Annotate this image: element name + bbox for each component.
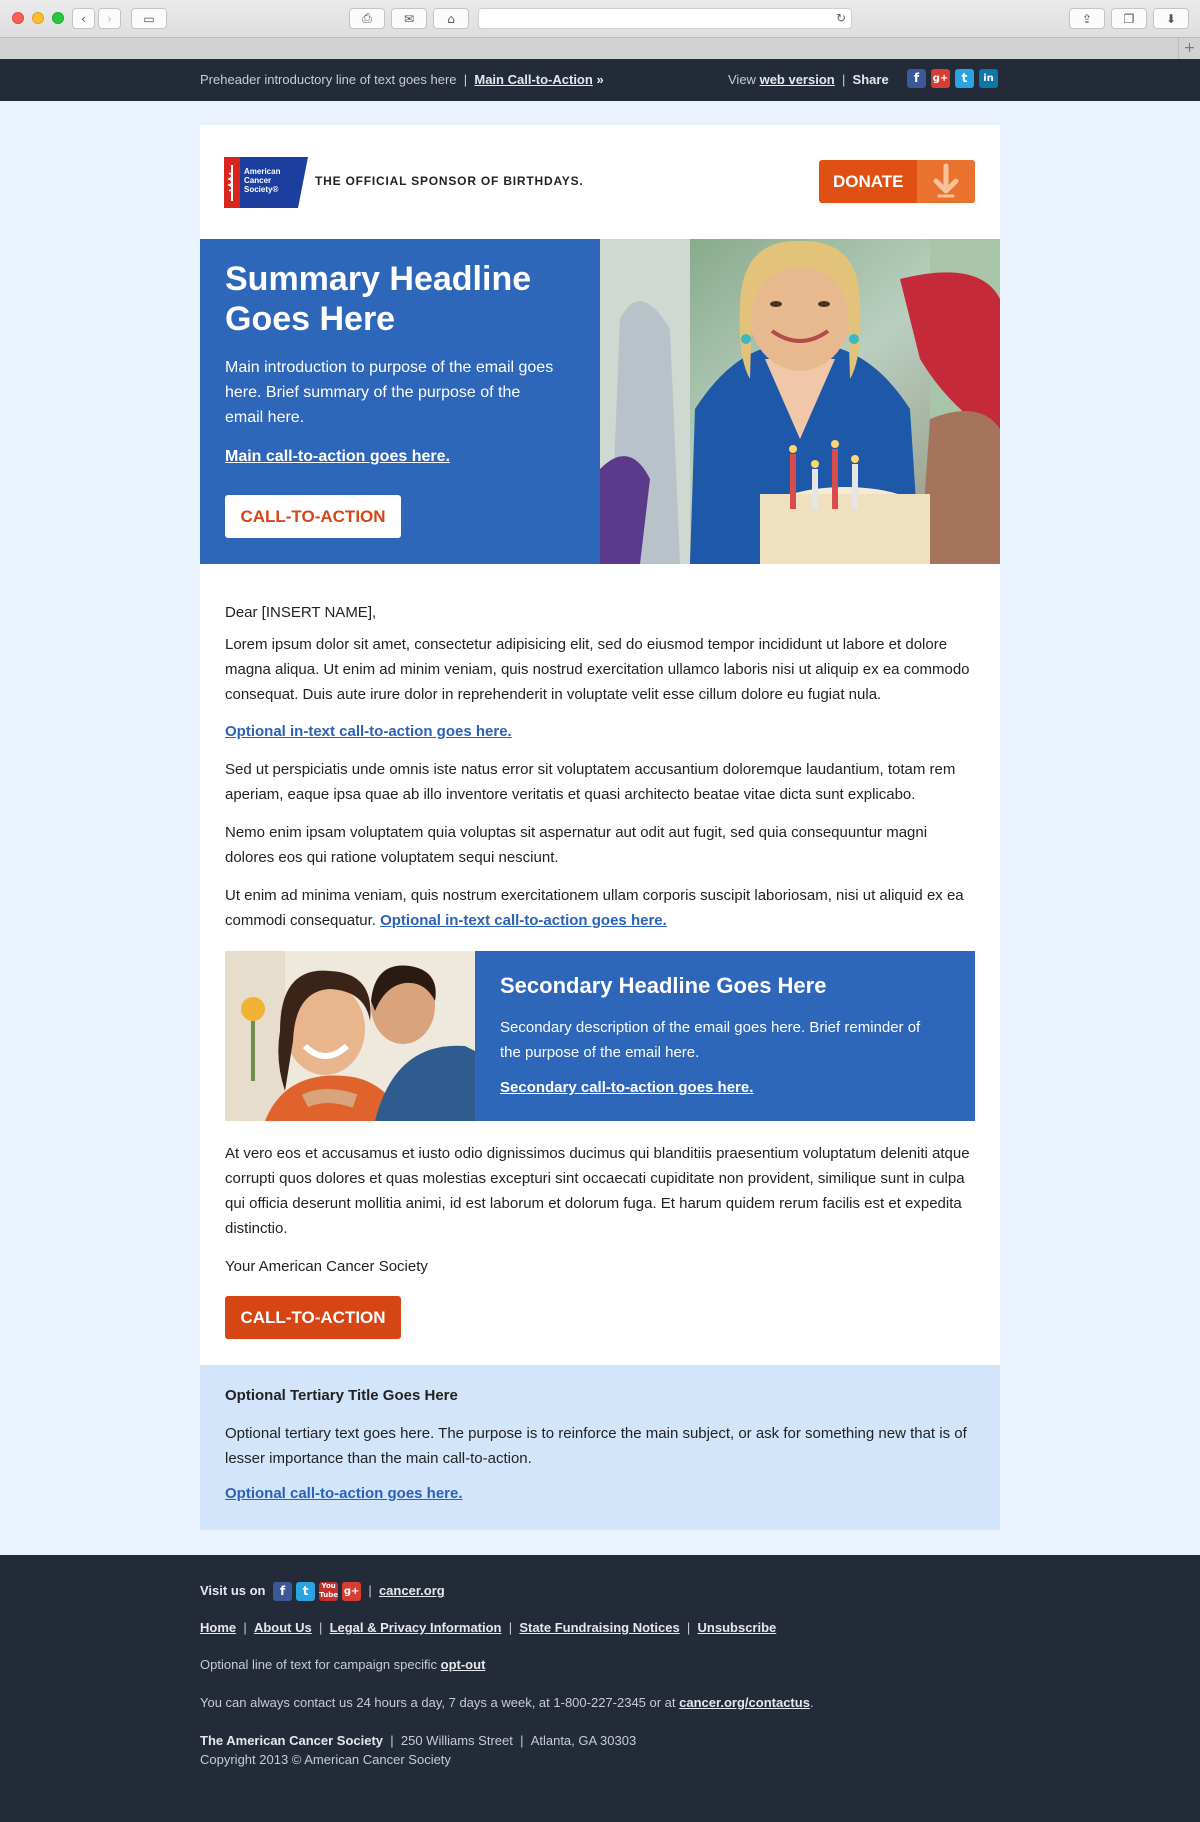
- tabs-icon[interactable]: ❐: [1111, 8, 1147, 29]
- secondary-headline: Secondary Headline Goes Here: [500, 973, 827, 998]
- hero-birthday-photo: [600, 239, 1000, 564]
- new-tab-button[interactable]: +: [1178, 38, 1200, 59]
- google-plus-icon[interactable]: g+: [342, 1582, 361, 1601]
- visit-us-label: Visit us on: [200, 1582, 266, 1598]
- back-icon[interactable]: ‹: [72, 8, 95, 29]
- contact-text: You can always contact us 24 hours a day, 7 days a week, at 1-800-227-2345 or at: [200, 1695, 676, 1710]
- footer-optout: [200, 1657, 485, 1672]
- secondary-cta-link[interactable]: Secondary call-to-action goes here.: [500, 1079, 754, 1096]
- address-bar[interactable]: [478, 8, 852, 29]
- view-label: View: [728, 72, 756, 87]
- footer-contact: [200, 1695, 814, 1710]
- tab-bar: [0, 37, 1200, 59]
- sidebar-icon[interactable]: ▭: [131, 8, 167, 29]
- share-label: Share: [852, 72, 889, 87]
- copyright: Copyright 2013 © American Cancer Society: [200, 1752, 451, 1767]
- hero-section: [200, 239, 1000, 564]
- sponsor-tagline: THE OFFICIAL SPONSOR OF BIRTHDAYS.: [315, 174, 584, 188]
- footer-link-about[interactable]: About Us: [253, 1620, 312, 1635]
- body-paragraph-4-text: Ut enim ad minima veniam, quis nostrum exercitationem ullam corporis suscipit laboriosam, nisi ut aliquid ex ea commodi consequatur.: [225, 887, 964, 929]
- donate-button[interactable]: [819, 160, 975, 203]
- home-icon[interactable]: ⌂: [433, 8, 469, 29]
- signoff: Your American Cancer Society: [225, 1258, 428, 1275]
- intext-cta-link-1[interactable]: Optional in-text call-to-action goes here.: [225, 723, 512, 740]
- preheader: Preheader introductory line of text goes here | Main Call-to-Action » View web version | Share f g+ t in: [0, 59, 1200, 101]
- tertiary-cta-link[interactable]: Optional call-to-action goes here.: [225, 1485, 463, 1502]
- preheader-intro: Preheader introductory line of text goes here: [200, 72, 457, 87]
- cancer-org-link[interactable]: cancer.org: [378, 1582, 445, 1598]
- forward-icon[interactable]: ›: [98, 8, 121, 29]
- footer-link-unsubscribe[interactable]: Unsubscribe: [697, 1620, 777, 1635]
- youtube-icon[interactable]: You Tube: [319, 1582, 338, 1599]
- print-icon[interactable]: ⎙: [349, 8, 385, 29]
- org-name: The American Cancer Society: [200, 1733, 384, 1748]
- share-icon[interactable]: ⇪: [1069, 8, 1105, 29]
- close-window-button[interactable]: [12, 12, 24, 24]
- twitter-icon[interactable]: t: [296, 1582, 315, 1601]
- preheader-cta-suffix: »: [596, 72, 604, 87]
- body-paragraph-3: Nemo enim ipsam voluptatem quia voluptas sit aspernatur aut odit aut fugit, sed quia consequuntur magni dolores eos qui ratione voluptatem sequi nesciunt.: [225, 824, 928, 866]
- preheader-main-cta[interactable]: Main Call-to-Action: [474, 72, 593, 87]
- secondary-description: Secondary description of the email goes here. Brief reminder of the purpose of the email here.: [500, 1019, 921, 1061]
- secondary-mother-son-photo: [225, 951, 475, 1121]
- address-city: Atlanta, GA 30303: [530, 1733, 637, 1748]
- minimize-window-button[interactable]: [32, 12, 44, 24]
- donate-label: DONATE: [833, 172, 904, 191]
- hero-cta-button[interactable]: CALL-TO-ACTION: [225, 495, 401, 538]
- address-street: 250 Williams Street: [400, 1733, 513, 1748]
- hero-headline: Summary Headline Goes Here: [225, 260, 532, 338]
- google-plus-icon[interactable]: g+: [931, 69, 950, 88]
- intext-cta-link-2[interactable]: Optional in-text call-to-action goes here.: [380, 912, 667, 929]
- body-paragraph-5: At vero eos et accusamus et iusto odio dignissimos ducimus qui blanditiis praesentium voluptatum deleniti atque corrupti quos dolores et quas molestias excepturi sint occaecati cupiditate non provident, similique sunt in culpa qui officia deserunt mollitia animi, id est laborum et dolorum fuga. Et harum quidem rerum facilis est et expedita distinctio.: [225, 1145, 970, 1237]
- email-body: [200, 125, 1000, 1530]
- mail-icon[interactable]: ✉: [391, 8, 427, 29]
- facebook-icon[interactable]: f: [907, 69, 926, 88]
- secondary-section: [225, 951, 975, 1121]
- footer: [0, 1555, 1200, 1822]
- web-version-link[interactable]: web version: [759, 72, 835, 87]
- footer-link-legal[interactable]: Legal & Privacy Information: [329, 1620, 502, 1635]
- optout-text: Optional line of text for campaign specific: [200, 1657, 438, 1672]
- body-paragraph-4: [225, 883, 975, 933]
- browser-toolbar: [0, 0, 1200, 59]
- greeting: Dear [INSERT NAME],: [225, 604, 377, 621]
- footer-nav: Home | About Us | Legal & Privacy Information | State Fundraising Notices | Unsubscribe: [200, 1620, 777, 1635]
- footer-address: The American Cancer Society | 250 Williams Street | Atlanta, GA 30303: [200, 1733, 637, 1748]
- linkedin-icon[interactable]: in: [979, 69, 998, 88]
- email-header: [200, 125, 1000, 239]
- footer-link-home[interactable]: Home: [200, 1620, 237, 1635]
- contact-end: .: [809, 1695, 814, 1710]
- body-paragraph-2: Sed ut perspiciatis unde omnis iste natus error sit voluptatem accusantium doloremque laudantium, totam rem aperiam, eaque ipsa quae ab illo inventore veritatis et quasi architecto beatae vitae dicta sunt explicabo.: [225, 761, 956, 803]
- bottom-cta-button[interactable]: CALL-TO-ACTION: [225, 1296, 401, 1339]
- body-paragraph-1: Lorem ipsum dolor sit amet, consectetur adipisicing elit, sed do eiusmod tempor incididunt ut labore et dolore magna aliqua. Ut enim ad minim veniam, quis nostrud exercitation ullamco laboris nisi ut aliquip ex ea commodo consequat. Duis aute irure dolor in reprehenderit in voluptate velit esse cillum dolore eu fugiat nula.: [225, 636, 970, 703]
- twitter-icon[interactable]: t: [955, 69, 974, 88]
- hero-intro: Main introduction to purpose of the email goes here. Brief summary of the purpose of the email here.: [225, 359, 554, 426]
- hero-cta-link[interactable]: Main call-to-action goes here.: [225, 448, 450, 465]
- contact-link[interactable]: cancer.org/contactus: [679, 1695, 810, 1710]
- svg-text:Society®: Society®: [244, 185, 279, 194]
- zoom-window-button[interactable]: [52, 12, 64, 24]
- reload-icon[interactable]: ↻: [835, 11, 846, 25]
- footer-social-row: Visit us on f t You Tube g+ | cancer.org: [200, 1582, 445, 1599]
- facebook-icon[interactable]: f: [273, 1582, 292, 1601]
- tertiary-title: Optional Tertiary Title Goes Here: [225, 1387, 458, 1404]
- tertiary-section: [200, 1365, 1000, 1530]
- download-icon[interactable]: ⬇: [1153, 8, 1189, 29]
- optout-link[interactable]: opt-out: [440, 1657, 486, 1672]
- svg-text:Cancer: Cancer: [244, 176, 272, 185]
- donate-arrow-icon: [917, 160, 975, 203]
- american-cancer-society-logo[interactable]: [224, 157, 308, 208]
- svg-text:American: American: [244, 167, 281, 176]
- tertiary-text: Optional tertiary text goes here. The purpose is to reinforce the main subject, or ask for something new that is of lesser importance than the main call-to-action.: [225, 1425, 967, 1467]
- footer-link-fundraising[interactable]: State Fundraising Notices: [519, 1620, 680, 1635]
